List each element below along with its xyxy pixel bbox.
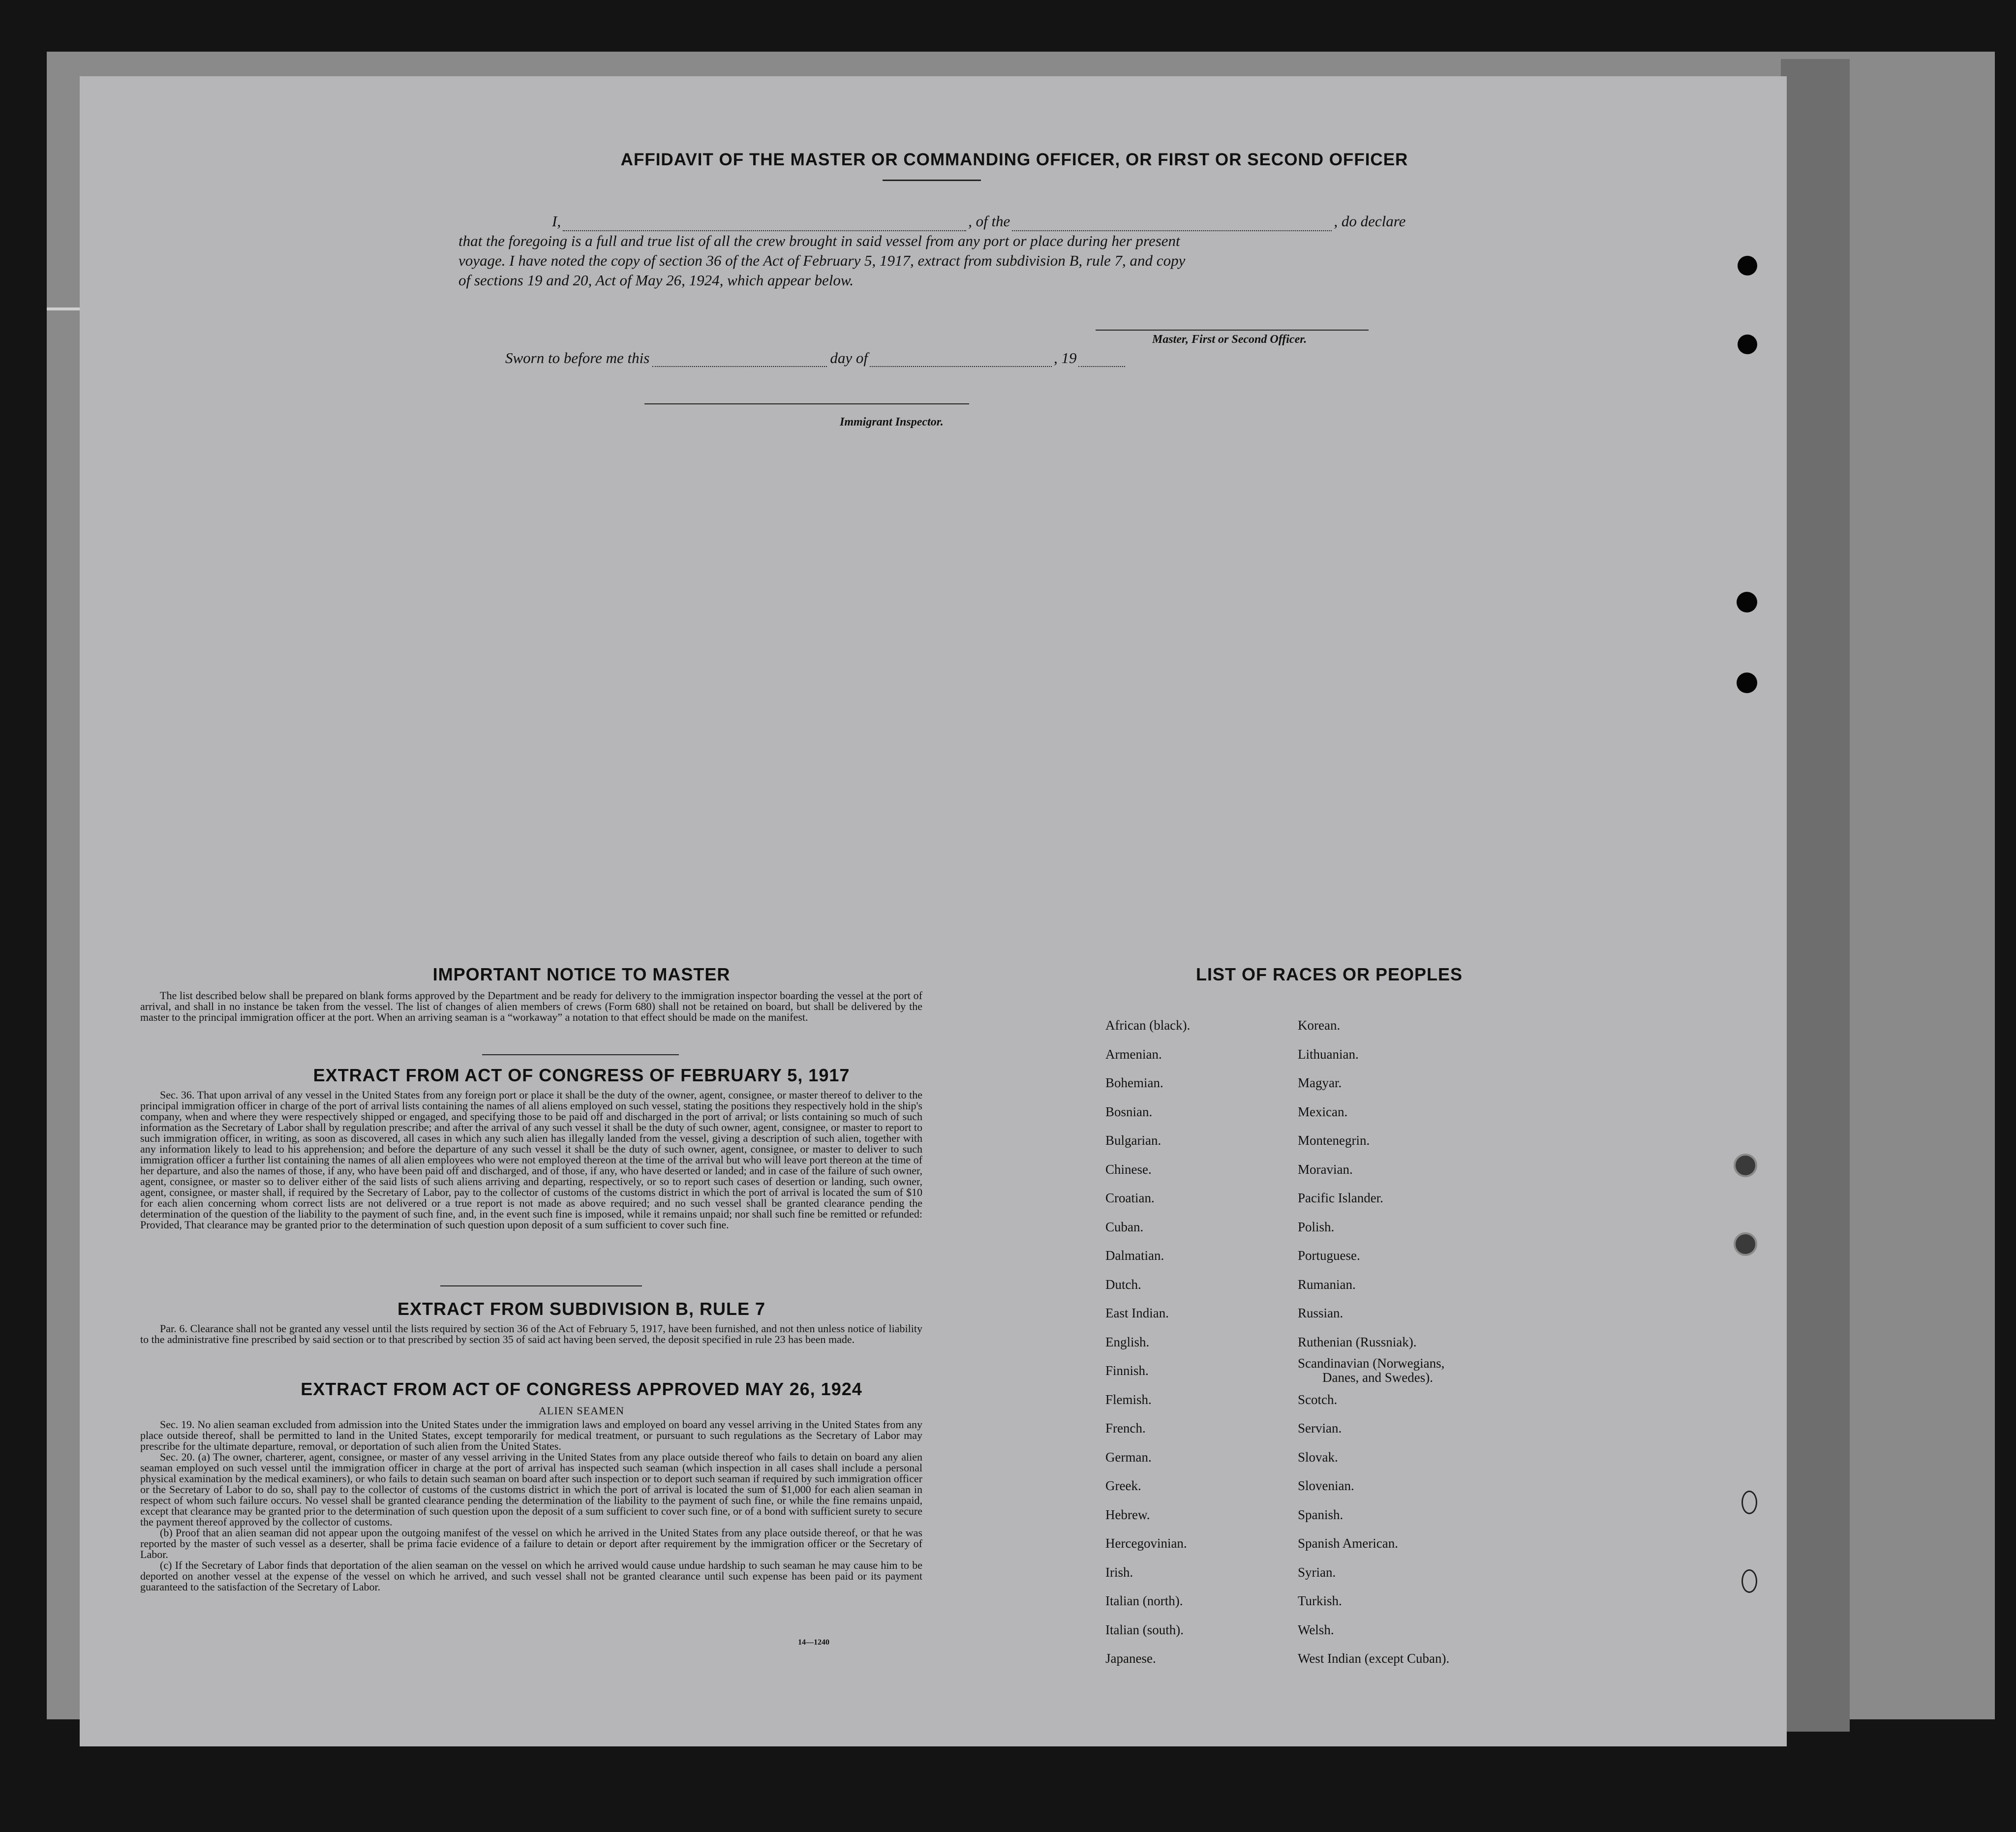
race-item: Korean.: [1298, 1018, 1341, 1033]
extract-1924-title: EXTRACT FROM ACT OF CONGRESS APPROVED MAY 26, 1924: [301, 1379, 862, 1399]
race-item: Italian (south).: [1105, 1622, 1184, 1637]
sworn-line: [505, 349, 1125, 367]
race-item: Armenian.: [1105, 1046, 1162, 1062]
sworn-day-field[interactable]: [652, 353, 827, 367]
races-left-column: [1105, 1011, 1190, 1673]
underlying-sheet-edge: [1781, 59, 1850, 1732]
punch-hole: [1738, 335, 1757, 354]
affidavit-page: [80, 76, 1787, 1746]
race-item: Greek.: [1105, 1478, 1141, 1493]
declaration-i: I,: [552, 213, 561, 230]
punch-hole-outline: [1741, 1491, 1757, 1514]
sworn-month-field[interactable]: [870, 353, 1052, 367]
races-right-column: [1298, 1011, 1449, 1673]
race-item: German.: [1105, 1449, 1152, 1465]
vessel-name-field[interactable]: [1012, 217, 1332, 231]
declaration-line-3: voyage. I have noted the copy of section 36 of the Act of February 5, 1917, extract from subdivision B, rule 7, and copy: [458, 252, 1186, 269]
race-item: Hercegovinian.: [1105, 1536, 1187, 1551]
divider-2: [440, 1285, 642, 1286]
extract-1917-title: EXTRACT FROM ACT OF CONGRESS OF FEBRUARY 5, 1917: [313, 1065, 850, 1085]
section-20a-paragraph: Sec. 20. (a) The owner, charterer, agent, consignee, or master of any vessel arriving in the United States from any place outside thereof who fails to detain on board any alien seaman employed on such vessel until the immigration officer in charge at the port of arrival has inspected such seaman (which inspection in all cases shall include a personal physical examination by the medical examiners), or who fails to detain such seaman on board after such inspection or to deport such seaman if required by such immigration officer or the Secretary of Labor to do so, shall pay to the collector of customs of the customs district in which the port of arrival is located the sum of $1,000 for each alien seaman in respect of whom such failure occurs. No vessel shall be granted clearance pending the determination of the liability to the payment of such fine, or while the fine remains unpaid, except that clearance may be granted prior to the determination of such question upon the deposit of a sum sufficient to cover such fine, or of a bond with sufficient surety to secure the payment thereof approved by the collector of customs.: [140, 1451, 922, 1528]
race-item: Syrian.: [1298, 1564, 1336, 1580]
scandinavian-line-2: Danes, and Swedes).: [1322, 1370, 1433, 1385]
extract-rule7-text: [140, 1323, 922, 1345]
race-item: Spanish.: [1298, 1507, 1344, 1522]
master-name-field[interactable]: [563, 217, 966, 231]
race-item: English.: [1105, 1334, 1150, 1349]
race-item: Chinese.: [1105, 1161, 1152, 1177]
notice-title: IMPORTANT NOTICE TO MASTER: [432, 964, 731, 984]
extract-1917-text: [140, 1090, 922, 1230]
race-item: Ruthenian (Russniak).: [1298, 1334, 1417, 1349]
race-item: Slovak.: [1298, 1449, 1338, 1465]
race-item: Dalmatian.: [1105, 1248, 1164, 1263]
declaration-of-the: , of the: [968, 213, 1010, 230]
extract-1924-text: [140, 1419, 922, 1592]
section-20b-paragraph: (b) Proof that an alien seaman did not appear upon the outgoing manifest of the vessel on which he arrived in the United States from any place outside thereof, or that he was reported by the master of such vessel as a deserter, shall be prima facie evidence of a failure to detain or deport after requirement by the immigration officer or the Secretary of Labor.: [140, 1527, 922, 1560]
race-item: Italian (north).: [1105, 1593, 1183, 1608]
notice-text: [140, 990, 922, 1023]
section-19-paragraph: Sec. 19. No alien seaman excluded from admission into the United States under the immigration laws and employed on board any vessel arriving in the United States from any place outside thereof, shall be permitted to land in the United States, except temporarily for medical treatment, or pursuant to such regulations as the Secretary of Labor may prescribe for the ultimate departure, removal, or deportation of such alien from the United States.: [140, 1418, 922, 1452]
sworn-year-prefix: , 19: [1053, 349, 1077, 366]
races-title: LIST OF RACES OR PEOPLES: [1195, 964, 1463, 984]
race-item: Bulgarian.: [1105, 1133, 1161, 1148]
race-item: Irish.: [1105, 1564, 1133, 1580]
race-item: Finnish.: [1105, 1363, 1149, 1378]
race-item: Russian.: [1298, 1306, 1344, 1320]
affidavit-title: AFFIDAVIT OF THE MASTER OR COMMANDING OFFICER, OR FIRST OR SECOND OFFICER: [620, 150, 1408, 169]
punch-hole: [1737, 592, 1757, 612]
race-item: Portuguese.: [1298, 1248, 1360, 1263]
race-item: African (black).: [1105, 1018, 1191, 1033]
race-item: Mexican.: [1298, 1104, 1348, 1119]
race-item: Lithuanian.: [1298, 1046, 1359, 1062]
race-item: Rumanian.: [1298, 1277, 1356, 1292]
race-item: Polish.: [1298, 1219, 1335, 1234]
race-item: Montenegrin.: [1298, 1133, 1370, 1148]
notice-paragraph: The list described below shall be prepared on blank forms approved by the Department and be ready for delivery to the immigration inspector boarding the vessel at the port of arrival, and shall in no instance be taken from the vessel. The list of changes of alien members of crews (Form 680) shall not be retained on board, but shall be delivered by the master to the principal immigration officer at the port. When an arriving seaman is a “workaway” a notation to that effect should be made on the manifest.: [140, 989, 922, 1023]
race-item: Spanish American.: [1298, 1536, 1398, 1551]
race-item: French.: [1105, 1421, 1146, 1435]
declaration-line-4: of sections 19 and 20, Act of May 26, 1924, which appear below.: [458, 272, 854, 289]
declaration-line-1: [458, 212, 1492, 231]
race-item-scandinavian: [1298, 1356, 1449, 1385]
sworn-text: Sworn to before me this: [505, 349, 650, 366]
divider-1: [482, 1054, 679, 1055]
race-item: Moravian.: [1298, 1161, 1353, 1177]
master-signature-line[interactable]: [1096, 330, 1369, 331]
form-number: 14—1240: [798, 1638, 829, 1647]
race-item: Dutch.: [1105, 1277, 1141, 1292]
extract-rule7-title: EXTRACT FROM SUBDIVISION B, RULE 7: [397, 1299, 766, 1319]
race-item: East Indian.: [1105, 1306, 1169, 1320]
affidavit-declaration: [458, 212, 1492, 290]
race-item: Flemish.: [1105, 1392, 1152, 1407]
sworn-year-field[interactable]: [1078, 353, 1125, 367]
alien-seamen-subtitle: ALIEN SEAMEN: [539, 1405, 624, 1417]
race-item: Bohemian.: [1105, 1075, 1163, 1090]
sworn-day-of: day of: [830, 349, 868, 366]
race-item: Servian.: [1298, 1421, 1342, 1435]
race-item: Bosnian.: [1105, 1104, 1153, 1119]
race-item: Pacific Islander.: [1298, 1191, 1383, 1205]
race-item: Slovenian.: [1298, 1478, 1354, 1493]
punch-hole: [1737, 672, 1757, 693]
punch-hole: [1738, 256, 1757, 275]
section-36-paragraph: Sec. 36. That upon arrival of any vessel in the United States from any foreign port or place it shall be the duty of the owner, agent, consignee, or master thereof to deliver to the principal immigration officer in charge of the port of arrival lists containing the names of all aliens employed on such vessel, stating the positions they respectively hold in the ship's company, when and where they were respectively shipped or engaged, and specifying those to be paid off and discharged in the port of arrival; or lists containing so much of such information as the Secretary of Labor shall by regulation prescribe; and after the arrival of any such vessel it shall be the duty of such owner, agent, consignee, or master to report to such immigration officer, in writing, as soon as discovered, all cases in which any such alien has illegally landed from the vessel, giving a description of such alien, together with any information likely to lead to his apprehension; and before the departure of any such vessel it shall be the duty of such owner, agent, consignee, or master to deliver to such immigration officer a further list containing the names of all alien employees who were not employed thereon at the time of the arrival but who will leave port thereon at the time of her departure, and also the names of those, if any, who have been paid off and discharged, and of those, if any, who have deserted or landed; and in case of the failure of such owner, agent, consignee, or master so to deliver either of the said lists of such aliens arriving and departing, respectively, or so to report such cases of desertion or landing, such owner, agent, consignee, or master shall, if required by the Secretary of Labor, pay to the collector of customs of the customs district in which the port of arrival is located the sum of $10 for each alien concerning whom correct lists are not delivered or a true report is not made as above required; and no such vessel shall be granted clearance pending the determination of the question of the liability to the payment of such fine, and, in the event such fine is imposed, while it remains unpaid; nor shall such fine be remitted or refunded: Provided, That clearance may be granted prior to the determination of such question upon deposit of a sum sufficient to cover such fine.: [140, 1089, 922, 1231]
race-item: Turkish.: [1298, 1593, 1342, 1608]
scandinavian-line-1: Scandinavian (Norwegians,: [1298, 1356, 1445, 1371]
inspector-signature-line[interactable]: [644, 403, 969, 404]
declaration-do-declare: , do declare: [1334, 213, 1406, 230]
rule7-paragraph: Par. 6. Clearance shall not be granted any vessel until the lists required by section 36 of the Act of February 5, 1917, have been furnished, and not then unless notice of liability to the administrative fine prescribed by said section or to that prescribed by section 35 of said act having been served, the deposit specified in rule 23 has been made.: [140, 1322, 922, 1345]
race-item: Cuban.: [1105, 1219, 1144, 1234]
section-20c-paragraph: (c) If the Secretary of Labor finds that deportation of the alien seaman on the vessel on which he arrived would cause undue hardship to such seaman he may cause him to be deported on another vessel at the expense of the vessel on which he arrived, and such vessel shall not be granted clearance until such expense has been paid or its payment guaranteed to the satisfaction of the Secretary of Labor.: [140, 1559, 922, 1593]
race-item: Japanese.: [1105, 1651, 1156, 1666]
race-item: Hebrew.: [1105, 1507, 1150, 1522]
race-item: Scotch.: [1298, 1392, 1338, 1407]
declaration-line-2: that the foregoing is a full and true list of all the crew brought in said vessel from any port or place during her present: [458, 232, 1180, 249]
race-item: Croatian.: [1105, 1191, 1155, 1205]
title-divider: [883, 180, 981, 181]
punch-hole: [1734, 1232, 1757, 1256]
punch-hole-outline: [1741, 1569, 1757, 1593]
race-item: Welsh.: [1298, 1622, 1334, 1637]
race-item: West Indian (except Cuban).: [1298, 1651, 1450, 1666]
punch-hole: [1734, 1154, 1757, 1177]
race-item: Magyar.: [1298, 1075, 1342, 1090]
master-signature-caption: Master, First or Second Officer.: [1152, 333, 1307, 346]
inspector-signature-caption: Immigrant Inspector.: [840, 416, 944, 428]
